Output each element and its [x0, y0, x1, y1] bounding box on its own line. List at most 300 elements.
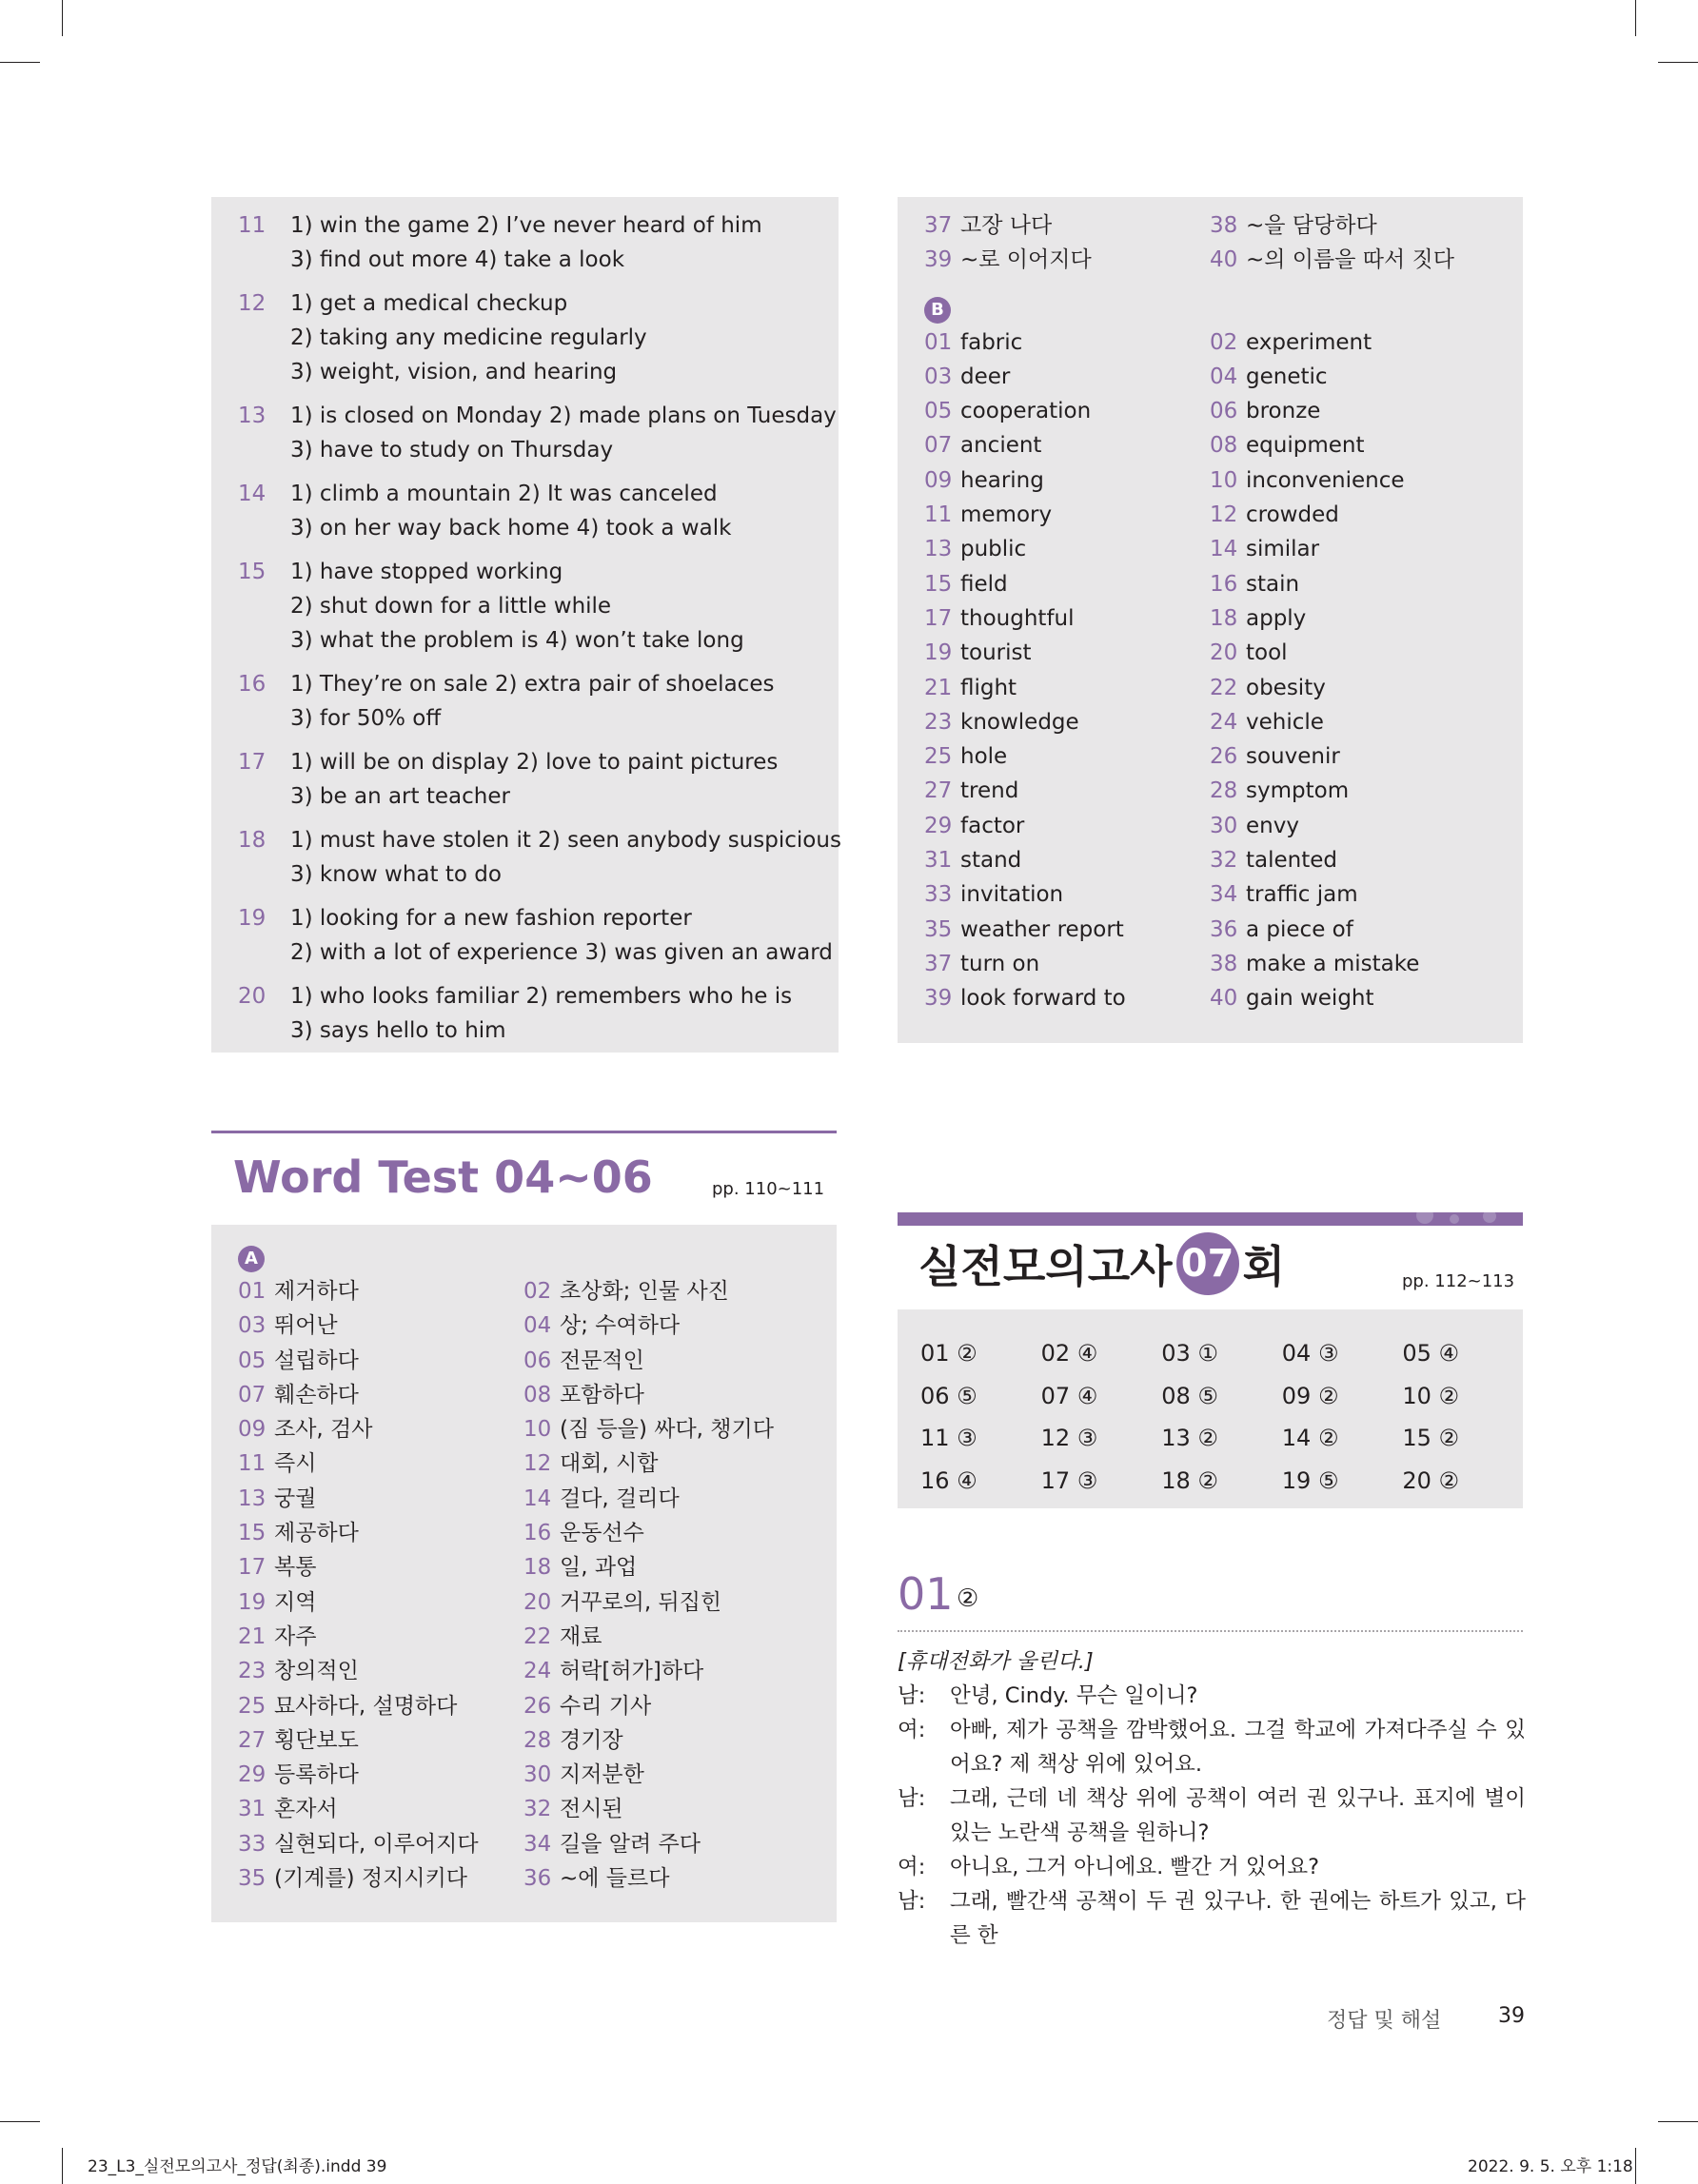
word-item [924, 981, 1210, 1015]
word-item [523, 1827, 809, 1861]
word-number: 24 [1210, 709, 1238, 735]
word-row [924, 532, 1523, 566]
word-text: knowledge [960, 709, 1079, 735]
word-text: 운동선수 [560, 1521, 644, 1546]
word-text: public [960, 537, 1027, 562]
answer-item [211, 979, 839, 1048]
word-item [1210, 532, 1495, 566]
word-text: look forward to [960, 986, 1126, 1012]
word-row [238, 1758, 837, 1792]
answer-cell: 16 ④ [920, 1466, 977, 1494]
answer-cell: 11 ③ [920, 1425, 977, 1451]
word-number: 01 [924, 329, 953, 355]
word-text: 복통 [274, 1555, 317, 1581]
dialogue-line [898, 1713, 1526, 1781]
word-row [924, 739, 1523, 774]
footer-file-info: 23_L3_실전모의고사_정답(최종).indd 39 [88, 2157, 387, 2176]
word-number: 26 [523, 1693, 552, 1719]
word-number: 38 [1210, 951, 1238, 976]
word-number: 13 [238, 1486, 267, 1511]
word-item [523, 1585, 809, 1620]
word-text: memory [960, 502, 1053, 528]
page-number: 39 [1498, 2004, 1525, 2028]
word-number: 23 [924, 709, 953, 735]
answer-item [211, 286, 839, 389]
word-row [924, 243, 1523, 277]
mock-test-round-badge: 07 [1176, 1232, 1239, 1295]
word-item [523, 1550, 809, 1584]
answer-cell: 04 ③ [1281, 1340, 1339, 1367]
word-number: 09 [238, 1417, 267, 1443]
answer-line: 1) who looks familiar 2) remembers who he is [290, 984, 793, 1009]
crop-mark [1658, 2121, 1698, 2122]
word-number: 03 [924, 364, 953, 389]
answer-line: 1) must have stolen it 2) seen anybody suspicious [290, 828, 841, 853]
speaker-label: 남: [898, 1786, 926, 1811]
word-text: ~을 담당하다 [1246, 213, 1377, 238]
word-number: 03 [238, 1313, 267, 1339]
word-item [1210, 394, 1495, 428]
word-text: fabric [960, 329, 1023, 355]
word-item [1210, 360, 1495, 394]
word-number: 29 [924, 813, 953, 838]
word-item [523, 1792, 809, 1826]
word-text: 훼손하다 [274, 1382, 359, 1407]
word-text: 포함하다 [560, 1382, 644, 1407]
word-row [924, 705, 1523, 739]
word-row [924, 636, 1523, 670]
word-text: 궁궐 [274, 1486, 317, 1511]
word-row [924, 671, 1523, 705]
word-item [924, 705, 1210, 739]
section-a-badge: A [238, 1246, 265, 1272]
word-test-panel [211, 1225, 837, 1922]
word-item [1210, 809, 1495, 843]
word-item [1210, 325, 1495, 360]
word-number: 17 [238, 1555, 267, 1581]
answer-lines [290, 399, 839, 467]
word-row [238, 1446, 837, 1481]
answer-item [211, 208, 839, 277]
word-number: 36 [1210, 916, 1238, 942]
word-row [238, 1274, 837, 1308]
word-row [924, 877, 1523, 912]
word-text: tool [1246, 640, 1288, 666]
word-row [238, 1689, 837, 1723]
word-item [238, 1585, 523, 1620]
word-item [1210, 243, 1495, 277]
transcript-number: 01 [898, 1568, 954, 1620]
section-b-badge: B [924, 297, 951, 324]
word-item [924, 567, 1210, 601]
word-item [1210, 671, 1495, 705]
word-number: 18 [523, 1555, 552, 1581]
answer-lines [290, 286, 839, 389]
word-item [523, 1758, 809, 1792]
word-text: turn on [960, 951, 1040, 976]
word-number: 38 [1210, 213, 1238, 238]
word-number: 02 [523, 1279, 552, 1304]
word-item [523, 1344, 809, 1378]
word-number: 10 [1210, 467, 1238, 493]
word-number: 39 [924, 247, 953, 273]
word-row [924, 208, 1523, 243]
word-number: 10 [523, 1417, 552, 1443]
word-number: 27 [238, 1727, 267, 1753]
answer-cell: 05 ④ [1402, 1340, 1460, 1367]
word-text: 등록하다 [274, 1762, 359, 1788]
word-test-prev-panel [898, 197, 1523, 1043]
word-item [523, 1620, 809, 1654]
answer-line: 3) find out more 4) take a look [290, 247, 625, 272]
word-text: hole [960, 744, 1008, 770]
word-text: crowded [1246, 502, 1339, 528]
word-text: 길을 알려 주다 [560, 1831, 701, 1857]
word-number: 37 [924, 213, 953, 238]
crop-mark [0, 62, 40, 63]
word-number: 04 [523, 1313, 552, 1339]
answer-row [920, 1417, 1523, 1460]
word-item [924, 739, 1210, 774]
word-text: ~의 이름을 따서 짓다 [1246, 247, 1454, 273]
transcript-body [898, 1644, 1526, 1953]
word-number: 26 [1210, 744, 1238, 770]
answer-cell: 18 ② [1161, 1466, 1218, 1494]
word-number: 21 [238, 1623, 267, 1649]
word-text: 조사, 검사 [274, 1417, 373, 1443]
word-row [924, 601, 1523, 636]
word-number: 11 [924, 502, 953, 528]
word-text: souvenir [1246, 744, 1340, 770]
word-number: 14 [1210, 537, 1238, 562]
word-item [1210, 843, 1495, 877]
word-number: 11 [238, 1451, 267, 1477]
word-text: 제공하다 [274, 1521, 359, 1546]
word-number: 02 [1210, 329, 1238, 355]
footer-section-label: 정답 및 해설 [1327, 2009, 1442, 2033]
listening-answers-panel [211, 197, 839, 1053]
dialogue-text: 아빠, 제가 공책을 깜박했어요. 그걸 학교에 가져다주실 수 있어요? 제 책상 위에 있어요. [950, 1718, 1526, 1777]
answer-cell: 02 ④ [1040, 1340, 1098, 1367]
word-text: 지저분한 [560, 1762, 644, 1788]
word-number: 23 [238, 1659, 267, 1684]
word-number: 25 [924, 744, 953, 770]
word-row [924, 774, 1523, 808]
answer-line: 1) is closed on Monday 2) made plans on Tuesday [290, 403, 837, 428]
word-text: apply [1246, 605, 1307, 631]
word-text: ~에 들르다 [560, 1866, 670, 1892]
word-item [238, 1689, 523, 1723]
answer-item [211, 555, 839, 658]
word-item [1210, 601, 1495, 636]
word-test-title: Word Test 04~06 [233, 1151, 653, 1203]
word-row [924, 913, 1523, 947]
word-text: 설립하다 [274, 1348, 359, 1373]
word-row [924, 360, 1523, 394]
word-text: experiment [1246, 329, 1372, 355]
crop-mark [1635, 2148, 1636, 2184]
word-text: ancient [960, 433, 1042, 459]
word-item [924, 636, 1210, 670]
answer-row [920, 1375, 1523, 1418]
transcript-divider [898, 1630, 1523, 1632]
answer-grid [898, 1309, 1523, 1508]
word-row [924, 394, 1523, 428]
word-number: 35 [238, 1866, 267, 1892]
speaker-label: 여: [898, 1855, 926, 1879]
word-number: 33 [238, 1831, 267, 1857]
word-text: envy [1246, 813, 1299, 838]
word-text: traffic jam [1246, 882, 1358, 908]
word-row [238, 1654, 837, 1688]
word-item [924, 394, 1210, 428]
answer-line: 2) shut down for a little while [290, 594, 612, 619]
word-text: 전문적인 [560, 1348, 644, 1373]
word-item [238, 1378, 523, 1412]
word-text: 대회, 시합 [560, 1451, 659, 1477]
answer-lines [290, 823, 841, 892]
word-item [924, 809, 1210, 843]
word-item [238, 1446, 523, 1481]
dialogue-text: 그래, 빨간색 공책이 두 권 있구나. 한 권에는 하트가 있고, 다른 한 [950, 1889, 1526, 1948]
word-text: vehicle [1246, 709, 1324, 735]
answer-line: 3) for 50% off [290, 706, 442, 731]
word-text: flight [960, 675, 1017, 700]
mock-test-title-post: 회 [1242, 1241, 1286, 1292]
word-row [924, 325, 1523, 360]
word-number: 29 [238, 1762, 267, 1788]
dialogue-line [898, 1781, 1526, 1850]
word-text: stain [1246, 571, 1300, 597]
word-text: genetic [1246, 364, 1328, 389]
word-row [238, 1585, 837, 1620]
item-number: 12 [238, 291, 267, 316]
word-number: 04 [1210, 364, 1238, 389]
answer-lines [290, 477, 839, 545]
mock-test-title-pre: 실전모의고사 [918, 1241, 1173, 1292]
answer-line: 2) with a lot of experience 3) was given an award [290, 940, 833, 965]
word-item [1210, 498, 1495, 532]
word-number: 31 [238, 1797, 267, 1822]
answer-row [920, 1332, 1523, 1375]
word-item [238, 1861, 523, 1896]
dialogue-line [898, 1679, 1526, 1713]
word-number: 08 [523, 1382, 552, 1407]
word-item [523, 1482, 809, 1516]
word-number: 33 [924, 882, 953, 908]
word-number: 19 [238, 1589, 267, 1615]
word-item [1210, 208, 1495, 243]
word-item [523, 1274, 809, 1308]
word-text: deer [960, 364, 1011, 389]
word-number: 32 [1210, 848, 1238, 874]
crop-mark [62, 0, 63, 36]
word-item [523, 1412, 809, 1446]
word-item [238, 1827, 523, 1861]
dialogue-text: 그래, 근데 네 책상 위에 공책이 여러 권 있구나. 표지에 별이 있는 노란색 공책을 원하니? [950, 1786, 1526, 1845]
speaker-label: 남: [898, 1889, 926, 1914]
speaker-label: 여: [898, 1718, 926, 1742]
answer-cell: 12 ③ [1040, 1425, 1098, 1451]
word-row [238, 1344, 837, 1378]
answer-lines [290, 901, 839, 970]
word-row [238, 1792, 837, 1826]
item-number: 11 [238, 213, 267, 238]
word-number: 16 [1210, 571, 1238, 597]
word-item [1210, 567, 1495, 601]
word-item [523, 1689, 809, 1723]
answer-lines [290, 555, 839, 658]
word-number: 27 [924, 778, 953, 804]
word-row [238, 1378, 837, 1412]
word-item [924, 428, 1210, 462]
word-number: 40 [1210, 986, 1238, 1012]
word-number: 12 [1210, 502, 1238, 528]
word-item [924, 843, 1210, 877]
word-text: 횡단보도 [274, 1727, 359, 1753]
answer-line: 3) be an art teacher [290, 784, 510, 809]
mock-test-pages: pp. 112~113 [1402, 1271, 1515, 1291]
word-number: 20 [1210, 640, 1238, 666]
word-text: similar [1246, 537, 1320, 562]
word-text: make a mistake [1246, 951, 1420, 976]
crop-mark [1658, 62, 1698, 63]
answer-item [211, 823, 839, 892]
word-text: weather report [960, 916, 1124, 942]
word-item [1210, 947, 1495, 981]
word-row [238, 1550, 837, 1584]
answer-line: 1) climb a mountain 2) It was canceled [290, 482, 718, 506]
word-text: ~로 이어지다 [960, 247, 1092, 273]
word-text: inconvenience [1246, 467, 1405, 493]
word-item [1210, 463, 1495, 498]
word-row [924, 567, 1523, 601]
word-row [238, 1308, 837, 1343]
word-number: 06 [1210, 399, 1238, 424]
word-item [238, 1550, 523, 1584]
word-number: 37 [924, 951, 953, 976]
word-text: 걸다, 걸리다 [560, 1486, 680, 1511]
word-test-pages: pp. 110~111 [712, 1179, 825, 1199]
crop-mark [1635, 0, 1636, 36]
word-number: 05 [238, 1348, 267, 1373]
word-item [523, 1516, 809, 1550]
answer-line: 1) will be on display 2) love to paint pictures [290, 750, 779, 775]
answer-line: 1) win the game 2) I’ve never heard of him [290, 213, 762, 238]
answer-cell: 15 ② [1402, 1425, 1460, 1451]
word-number: 15 [238, 1521, 267, 1546]
word-text: hearing [960, 467, 1044, 493]
dialogue-text: 안녕, Cindy. 무슨 일이니? [950, 1683, 1198, 1708]
word-text: 초상화; 인물 사진 [560, 1279, 729, 1304]
answer-line: 3) know what to do [290, 862, 502, 887]
word-item [924, 532, 1210, 566]
word-item [1210, 739, 1495, 774]
word-row [924, 428, 1523, 462]
word-row [924, 843, 1523, 877]
word-text: cooperation [960, 399, 1092, 424]
word-text: 허락[허가]하다 [560, 1659, 704, 1684]
word-number: 22 [1210, 675, 1238, 700]
word-text: thoughtful [960, 605, 1075, 631]
word-number: 30 [1210, 813, 1238, 838]
word-item [924, 360, 1210, 394]
answer-item [211, 667, 839, 736]
word-item [523, 1654, 809, 1688]
word-text: (짐 등을) 싸다, 챙기다 [560, 1417, 774, 1443]
word-number: 20 [523, 1589, 552, 1615]
word-text: 고장 나다 [960, 213, 1053, 238]
word-number: 13 [924, 537, 953, 562]
item-number: 20 [238, 984, 267, 1009]
word-item [238, 1516, 523, 1550]
word-number: 22 [523, 1623, 552, 1649]
answer-lines [290, 208, 839, 277]
item-number: 15 [238, 560, 267, 584]
word-text: invitation [960, 882, 1064, 908]
answer-cell: 01 ② [920, 1340, 977, 1367]
word-text: 지역 [274, 1589, 317, 1615]
word-number: 34 [523, 1831, 552, 1857]
answer-item [211, 745, 839, 814]
word-item [924, 208, 1210, 243]
word-number: 40 [1210, 247, 1238, 273]
crop-mark [0, 2121, 40, 2122]
word-test-rule [211, 1131, 837, 1133]
answer-cell: 19 ⑤ [1281, 1466, 1339, 1494]
word-item [238, 1792, 523, 1826]
answer-cell: 07 ④ [1040, 1382, 1098, 1409]
word-item [238, 1412, 523, 1446]
mock-test-band [898, 1212, 1523, 1226]
word-text: obesity [1246, 675, 1326, 700]
word-text: 뛰어난 [274, 1313, 338, 1339]
answer-line: 3) says hello to him [290, 1018, 506, 1043]
answer-item [211, 901, 839, 970]
footer-date: 2022. 9. 5. 오후 1:18 [1468, 2157, 1633, 2176]
word-number: 39 [924, 986, 953, 1012]
word-text: 상; 수여하다 [560, 1313, 681, 1339]
answer-line: 1) have stopped working [290, 560, 563, 584]
word-row [238, 1827, 837, 1861]
word-item [523, 1308, 809, 1343]
word-item [523, 1861, 809, 1896]
word-text: 일, 과업 [560, 1555, 638, 1581]
word-number: 28 [523, 1727, 552, 1753]
transcript-note: [휴대전화가 울린다.] [898, 1649, 1094, 1674]
word-row [238, 1723, 837, 1758]
word-text: 창의적인 [274, 1659, 359, 1684]
word-item [238, 1723, 523, 1758]
answer-cell: 03 ① [1161, 1340, 1218, 1367]
crop-mark [62, 2148, 63, 2184]
word-text: 재료 [560, 1623, 602, 1649]
word-item [924, 498, 1210, 532]
word-number: 31 [924, 848, 953, 874]
word-number: 08 [1210, 433, 1238, 459]
word-number: 16 [523, 1521, 552, 1546]
word-number: 34 [1210, 882, 1238, 908]
mock-test-title [918, 1232, 1285, 1295]
word-number: 21 [924, 675, 953, 700]
word-text: 거꾸로의, 뒤집힌 [560, 1589, 722, 1615]
word-number: 32 [523, 1797, 552, 1822]
answer-cell: 17 ③ [1040, 1466, 1098, 1494]
word-number: 09 [924, 467, 953, 493]
dialogue-line [898, 1850, 1526, 1884]
word-number: 05 [924, 399, 953, 424]
answer-cell: 08 ⑤ [1161, 1382, 1218, 1409]
